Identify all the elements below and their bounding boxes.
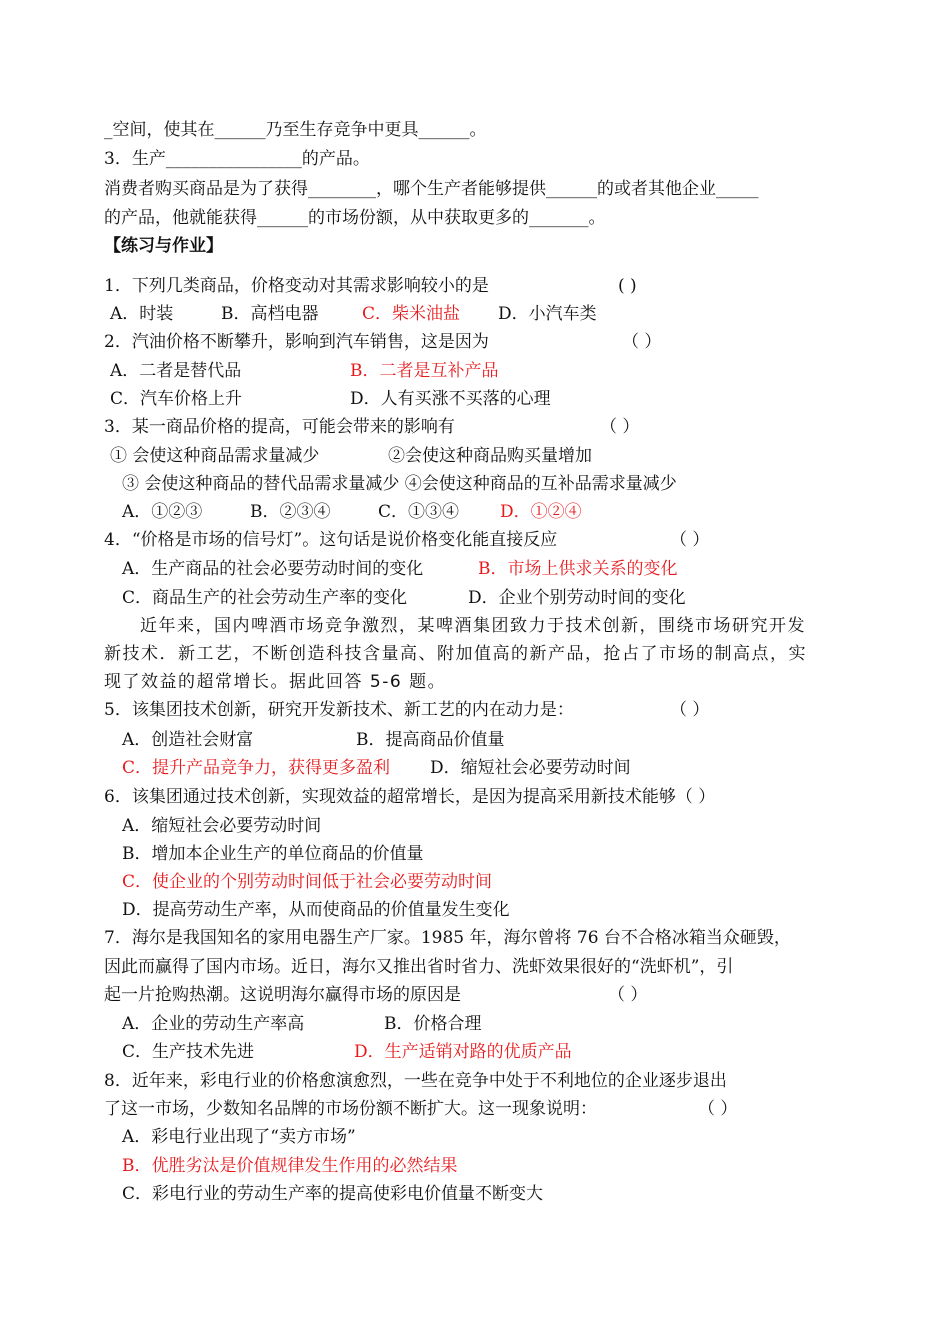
option-a: A．彩电行业出现了“卖方市场” bbox=[122, 1127, 356, 1147]
question-2-stem bbox=[104, 330, 662, 354]
answer-parenthesis: （ ） bbox=[670, 530, 710, 550]
question-8-stem-line2 bbox=[104, 1097, 738, 1121]
section-title: 【练习与作业】 bbox=[104, 236, 223, 256]
question-3-statements-row1 bbox=[110, 444, 592, 468]
question-3-stem bbox=[104, 415, 640, 439]
question-2-options-row2 bbox=[110, 387, 551, 411]
question-1-stem bbox=[104, 274, 637, 298]
option-b-answer: B．二者是互补产品 bbox=[350, 361, 499, 381]
option-d: D．提高劳动生产率，从而使商品的价值量发生变化 bbox=[122, 900, 510, 920]
question-stem-text: 起一片抢购热潮。这说明海尔赢得市场的原因是 bbox=[104, 985, 461, 1005]
option-b-answer: B．市场上供求关系的变化 bbox=[478, 559, 678, 579]
text-line: 3．生产________________的产品。 bbox=[104, 149, 370, 169]
passage-line: 新技术．新工艺，不断创造科技含量高、附加值高的新产品，抢占了市场的制高点，实 bbox=[104, 644, 807, 664]
option-b-answer: B．优胜劣汰是价值规律发生作用的必然结果 bbox=[122, 1156, 458, 1176]
question-5-options-row2 bbox=[122, 756, 631, 780]
question-4-stem bbox=[104, 528, 710, 552]
question-stem-text: 3．某一商品价格的提高，可能会带来的影响有 bbox=[104, 417, 455, 437]
option-d: D．缩短社会必要劳动时间 bbox=[430, 758, 631, 778]
option-c: C．商品生产的社会劳动生产率的变化 bbox=[122, 588, 408, 608]
passage-line: 近年来，国内啤酒市场竞争激烈，某啤酒集团致力于技术创新，围绕市场研究开发 bbox=[140, 616, 806, 636]
answer-parenthesis: ( ) bbox=[618, 276, 637, 296]
question-5-options-row1 bbox=[122, 728, 505, 752]
option-a: A．时装 bbox=[110, 304, 174, 324]
text-line: _空间，使其在______乃至生存竞争中更具______。 bbox=[104, 120, 487, 140]
option-d: D．小汽车类 bbox=[498, 304, 597, 324]
answer-parenthesis: （ ） bbox=[698, 1099, 738, 1119]
answer-parenthesis: （ ） bbox=[670, 700, 710, 720]
question-7-options-row2 bbox=[122, 1040, 572, 1064]
question-8-stem-line1: 8．近年来，彩电行业的价格愈演愈烈，一些在竞争中处于不利地位的企业逐步退出 bbox=[104, 1071, 727, 1091]
option-c-answer: C．使企业的个别劳动时间低于社会必要劳动时间 bbox=[122, 872, 493, 892]
question-1-options bbox=[110, 302, 597, 326]
option-c: C．生产技术先进 bbox=[122, 1042, 255, 1062]
question-stem-text: 2．汽油价格不断攀升，影响到汽车销售，这是因为 bbox=[104, 332, 489, 352]
question-stem-text: 5．该集团技术创新，研究开发新技术、新工艺的内在动力是： bbox=[104, 700, 574, 720]
text-line: 的产品，他就能获得______的市场份额，从中获取更多的_______。 bbox=[104, 208, 606, 228]
question-stem-text: 1．下列几类商品，价格变动对其需求影响较小的是 bbox=[104, 276, 489, 296]
question-3-statements-row2: ③ 会使这种商品的替代品需求量减少 ④会使这种商品的互补品需求量减少 bbox=[122, 474, 677, 494]
option-c-answer: C．柴米油盐 bbox=[362, 304, 461, 324]
answer-parenthesis: （ ） bbox=[608, 985, 648, 1005]
option-c: C．①③④ bbox=[378, 502, 460, 522]
statement-2: ②会使这种商品购买量增加 bbox=[388, 446, 592, 466]
question-6-stem: 6．该集团通过技术创新，实现效益的超常增长，是因为提高采用新技术能够（ ） bbox=[104, 787, 716, 807]
option-a: A．二者是替代品 bbox=[110, 361, 242, 381]
option-d: D．企业个别劳动时间的变化 bbox=[468, 588, 686, 608]
question-stem-text: 4．“价格是市场的信号灯”。这句话是说价格变化能直接反应 bbox=[104, 530, 558, 550]
question-stem-text: 了这一市场，少数知名品牌的市场份额不断扩大。这一现象说明： bbox=[104, 1099, 597, 1119]
option-d-answer: D．生产适销对路的优质产品 bbox=[354, 1042, 572, 1062]
passage-line: 现了效益的超常增长。据此回答 5-6 题。 bbox=[104, 672, 447, 692]
question-7-stem-line1: 7．海尔是我国知名的家用电器生产厂家。1985 年，海尔曾将 76 台不合格冰箱当众砸毁， bbox=[104, 928, 791, 948]
option-a: A．生产商品的社会必要劳动时间的变化 bbox=[122, 559, 424, 579]
statement-1: ① 会使这种商品需求量减少 bbox=[110, 446, 320, 466]
option-b: B．增加本企业生产的单位商品的价值量 bbox=[122, 844, 424, 864]
answer-parenthesis: （ ） bbox=[600, 417, 640, 437]
option-a: A．①②③ bbox=[122, 502, 203, 522]
option-c-answer: C．提升产品竞争力，获得更多盈利 bbox=[122, 758, 391, 778]
option-d-answer: D．①②④ bbox=[500, 502, 582, 522]
option-c: C．汽车价格上升 bbox=[110, 389, 243, 409]
option-c: C．彩电行业的劳动生产率的提高使彩电价值量不断变大 bbox=[122, 1184, 544, 1204]
option-b: B．②③④ bbox=[250, 502, 331, 522]
option-a: A．缩短社会必要劳动时间 bbox=[122, 816, 322, 836]
option-d: D．人有买涨不买落的心理 bbox=[350, 389, 551, 409]
answer-parenthesis: （ ） bbox=[622, 332, 662, 352]
option-a: A．创造社会财富 bbox=[122, 730, 254, 750]
question-3-options bbox=[122, 500, 582, 524]
question-4-options-row2 bbox=[122, 586, 686, 610]
text-line: 消费者购买商品是为了获得________，哪个生产者能够提供______的或者其他企业_____ bbox=[104, 179, 759, 199]
question-7-options-row1 bbox=[122, 1012, 482, 1036]
question-4-options-row1 bbox=[122, 557, 678, 581]
option-b: B．高档电器 bbox=[221, 304, 319, 324]
question-2-options-row1 bbox=[110, 359, 499, 383]
option-b: B．提高商品价值量 bbox=[356, 730, 505, 750]
question-5-stem bbox=[104, 698, 710, 722]
option-b: B．价格合理 bbox=[384, 1014, 482, 1034]
question-7-stem-line3 bbox=[104, 983, 648, 1007]
option-a: A．企业的劳动生产率高 bbox=[122, 1014, 305, 1034]
question-7-stem-line2: 因此而赢得了国内市场。近日，海尔又推出省时省力、洗虾效果很好的“洗虾机”，引 bbox=[104, 957, 734, 977]
